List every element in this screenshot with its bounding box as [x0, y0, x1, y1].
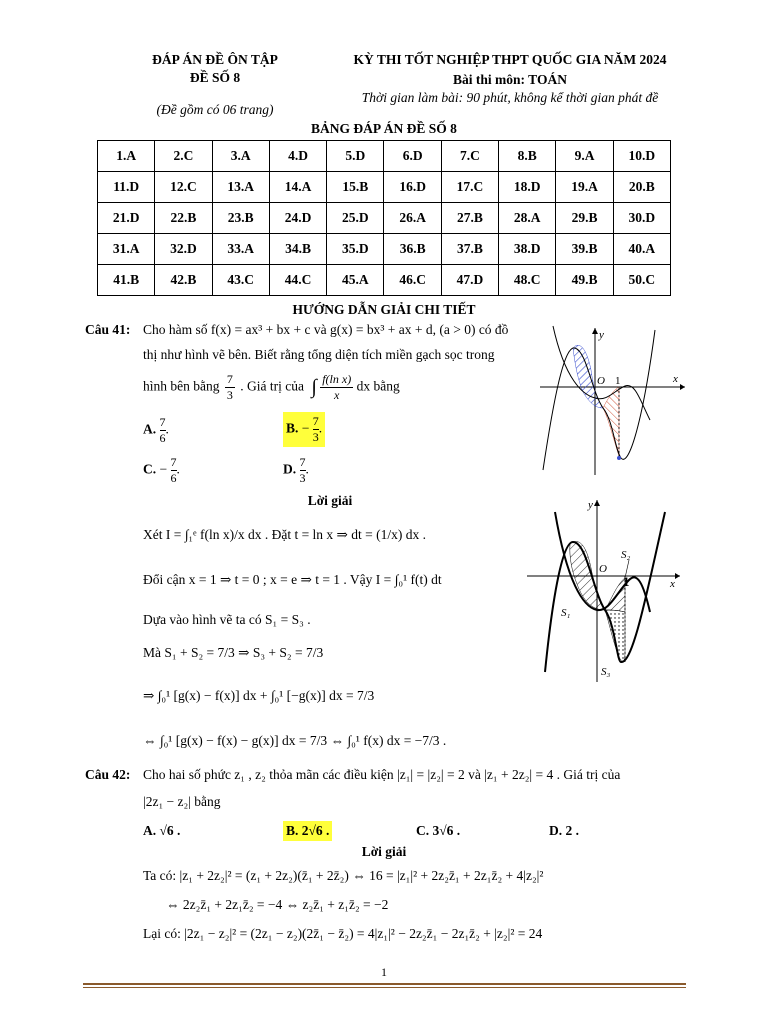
answer-cell: 43.C [212, 265, 269, 296]
q42-option-a-text: A. √6 . [143, 823, 181, 838]
fig2-curve-f [545, 512, 665, 672]
q41-option-d-value [300, 455, 306, 486]
header-right-time: Thời gian làm bài: 90 phút, không kể thời gian phát đề [361, 90, 659, 105]
fig1-y-label: y [599, 329, 604, 341]
answer-cell: 36.B [384, 234, 441, 265]
answer-cell: 30.D [613, 203, 670, 234]
answer-cell: 20.B [613, 172, 670, 203]
answer-cell: 10.D [613, 141, 670, 172]
footer-rule [83, 983, 686, 985]
fig2-origin-label: O [599, 563, 607, 575]
q41-option-c-label: C. [143, 461, 157, 477]
q41-fraction [225, 372, 235, 403]
q41-frac-num: 7 [226, 372, 233, 386]
q41-solution-line4: Mà S₁ + S₂ = 7/3 ⇒ S₃ + S₂ = 7/3 [143, 645, 324, 660]
footer-rule-thin [83, 987, 686, 988]
fig2-s1-label: S₁ [561, 607, 571, 619]
q42-solution-line3: Lại có: |2z₁ − z₂|² = (2z₁ − z₂)(2z̄₁ − z̄₂) = 4|z₁|² − 2z₂z̄₁ − 2z₁z̄₂ + |z₂|² = 24 [143, 926, 543, 941]
q41-solution-line3: Dựa vào hình vẽ ta có S₁ = S₃ . [143, 612, 311, 627]
page-number: 1 [381, 965, 387, 979]
answer-cell: 25.D [327, 203, 384, 234]
answer-cell: 37.B [441, 234, 498, 265]
answer-cell: 14.A [269, 172, 326, 203]
answer-cell: 44.C [269, 265, 326, 296]
table-row [98, 141, 671, 172]
answer-cell: 7.C [441, 141, 498, 172]
answer-cell: 45.A [327, 265, 384, 296]
answer-cell: 19.A [556, 172, 613, 203]
answer-cell: 40.A [613, 234, 670, 265]
answer-cell: 38.D [499, 234, 556, 265]
q41-option-b-sign: − [301, 420, 310, 436]
q41-line1: Cho hàm số f(x) = ax³ + bx + c và g(x) = bx³ + ax + d, (a > 0) có đồ [143, 322, 509, 337]
q42-solution-line1: Ta có: |z₁ + 2z₂|² = (z₁ + 2z₂)(z̄₁ + 2z̄₂) ⇔ 16 = |z₁|² + 2z₂z̄₁ + 2z₁z̄₂ + 4|z₂|² [143, 868, 544, 883]
answer-cell: 1.A [98, 141, 155, 172]
q41-option-c[interactable]: C. − $\frac{7}{6}$ . [143, 455, 180, 485]
answer-cell: 12.C [155, 172, 212, 203]
table-row [98, 172, 671, 203]
answer-cell: 42.B [155, 265, 212, 296]
q42-option-d[interactable] [549, 823, 579, 839]
table-row [98, 203, 671, 234]
q41-option-b-num: 7 [312, 414, 319, 428]
answer-cell: 17.C [441, 172, 498, 203]
q41-graph-figure [525, 320, 695, 480]
answer-cell: 46.C [384, 265, 441, 296]
answer-cell: 50.C [613, 265, 670, 296]
fig2-s3-label: S₃ [601, 666, 611, 678]
header-right-subject: Bài thi môn: TOÁN [453, 72, 567, 87]
answer-cell: 49.B [556, 265, 613, 296]
answer-cell: 32.D [155, 234, 212, 265]
answer-table [97, 140, 671, 296]
answer-cell: 28.A [499, 203, 556, 234]
q42-option-b-text: B. 2√6 . [283, 821, 332, 841]
fig1-one-label: 1 [615, 375, 621, 387]
q41-int-num: f(ln x) [322, 372, 352, 386]
q41-option-d-den: 3 [299, 471, 306, 485]
q42-option-c-text: C. 3√6 . [416, 823, 461, 838]
header-right-title: KỲ THI TỐT NGHIỆP THPT QUỐC GIA NĂM 2024 [353, 52, 667, 67]
answer-cell: 33.A [212, 234, 269, 265]
q42-line2: |2z₁ − z₂| bằng [143, 794, 221, 809]
answer-cell: 22.B [155, 203, 212, 234]
fig2-x-label: x [670, 578, 675, 590]
answer-cell: 21.D [98, 203, 155, 234]
answer-cell: 9.A [556, 141, 613, 172]
q41-solution-title: Lời giải [307, 493, 353, 508]
q41-line3-c: dx bằng [356, 378, 400, 394]
q41-option-c-num: 7 [170, 455, 177, 469]
q41-option-b-highlight: B. − $\frac{7}{3}$ . [283, 412, 325, 447]
q42-option-a[interactable] [143, 823, 180, 839]
answer-cell: 3.A [212, 141, 269, 172]
answer-cell: 6.D [384, 141, 441, 172]
answer-cell: 47.D [441, 265, 498, 296]
answer-cell: 2.C [155, 141, 212, 172]
fig2-s2-label: S₂ [621, 549, 631, 561]
header-left-title: ĐÁP ÁN ĐỀ ÔN TẬP [152, 52, 278, 67]
q41-label: Câu 41: [85, 322, 131, 337]
answer-cell: 5.D [327, 141, 384, 172]
q42-option-c[interactable] [416, 823, 460, 839]
fig2-one-label: 1 [623, 574, 630, 589]
q41-integral-sign: ∫ [311, 376, 317, 398]
q41-option-b-value [313, 414, 319, 445]
answer-cell: 35.D [327, 234, 384, 265]
q42-solution-line2: ⇔ 2z₂z̄₁ + 2z₁z̄₂ = −4 ⇔ z₂z̄₁ + z₁z̄₂ = −2 [166, 897, 389, 912]
q41-solution-line2: Đổi cận x = 1 ⇒ t = 0 ; x = e ⇒ t = 1 . Vậy I = ∫₀¹ f(t) dt [143, 572, 442, 587]
q41-option-a[interactable]: A. $\frac{7}{6}$ . [143, 415, 169, 445]
answer-cell: 18.D [499, 172, 556, 203]
q41-option-a-label: A. [143, 421, 157, 437]
answer-cell: 48.C [499, 265, 556, 296]
answer-cell: 24.D [269, 203, 326, 234]
answer-cell: 39.B [556, 234, 613, 265]
section-title: HƯỚNG DẪN GIẢI CHI TIẾT [292, 302, 476, 317]
answer-cell: 15.B [327, 172, 384, 203]
q41-option-c-sign: − [159, 461, 168, 477]
answer-cell: 34.B [269, 234, 326, 265]
q41-int-den: x [334, 388, 340, 402]
fig1-x-label: x [673, 373, 678, 385]
answer-cell: 26.A [384, 203, 441, 234]
q42-option-d-text: D. 2 . [549, 823, 579, 838]
q41-option-d-label: D. [283, 461, 297, 477]
fig2-curve-g [555, 512, 650, 612]
q42-option-b[interactable] [283, 821, 332, 841]
q41-option-a-den: 6 [159, 431, 166, 445]
q41-option-b[interactable] [283, 412, 325, 447]
q41-option-d[interactable]: D. $\frac{7}{3}$ . [283, 455, 309, 485]
q41-solution-line1: Xét I = ∫₁ᵉ f(ln x)/x dx . Đặt t = ln x ⇒ dt = (1/x) dx . [143, 527, 426, 542]
q41-option-a-num: 7 [159, 415, 166, 429]
fig2-y-label: y [588, 499, 593, 511]
q41-line3-a: hình bên bằng [143, 378, 220, 394]
q42-solution-title: Lời giải [361, 844, 407, 859]
answer-cell: 13.A [212, 172, 269, 203]
q41-solution-line5: ⇒ ∫₀¹ [g(x) − f(x)] dx + ∫₀¹ [−g(x)] dx = 7/3 [143, 688, 375, 703]
table-row [98, 265, 671, 296]
table-row [98, 234, 671, 265]
q41-line3-b: . Giá trị của [240, 378, 304, 394]
answer-cell: 31.A [98, 234, 155, 265]
answer-cell: 16.D [384, 172, 441, 203]
answer-cell: 11.D [98, 172, 155, 203]
q41-option-c-den: 6 [170, 471, 177, 485]
q42-label: Câu 42: [85, 767, 131, 782]
q41-option-a-value [160, 415, 166, 446]
q41-line3 [143, 372, 400, 403]
answer-cell: 29.B [556, 203, 613, 234]
answer-table-title: BẢNG ĐÁP ÁN ĐỀ SỐ 8 [311, 121, 457, 136]
q41-integrand [320, 372, 353, 403]
answer-cell: 27.B [441, 203, 498, 234]
answer-cell: 23.B [212, 203, 269, 234]
answer-cell: 8.B [499, 141, 556, 172]
q41-solution-line6: ⇔ ∫₀¹ [g(x) − f(x) − g(x)] dx = 7/3 ⇔ ∫₀¹ f(x) dx = −7/3 . [143, 733, 447, 748]
q41-option-d-num: 7 [299, 455, 306, 469]
fig1-origin-label: O [597, 375, 605, 387]
answer-cell: 41.B [98, 265, 155, 296]
q41-option-b-den: 3 [312, 430, 319, 444]
header-left-note: (Đề gồm có 06 trang) [156, 102, 274, 117]
q41-line2: thị như hình vẽ bên. Biết rằng tổng diện tích miền gạch sọc trong [143, 347, 495, 362]
q41-option-b-label: B. [286, 420, 299, 436]
q41-frac-den: 3 [226, 388, 233, 402]
header-left-number: ĐỀ SỐ 8 [189, 70, 241, 85]
answer-cell: 4.D [269, 141, 326, 172]
q41-option-c-value [171, 455, 177, 486]
q41-solution-figure [525, 492, 695, 687]
q42-line1: Cho hai số phức z₁ , z₂ thỏa mãn các điều kiện |z₁| = |z₂| = 2 và |z₁ + 2z₂| = 4 . Giá trị của [143, 767, 621, 782]
